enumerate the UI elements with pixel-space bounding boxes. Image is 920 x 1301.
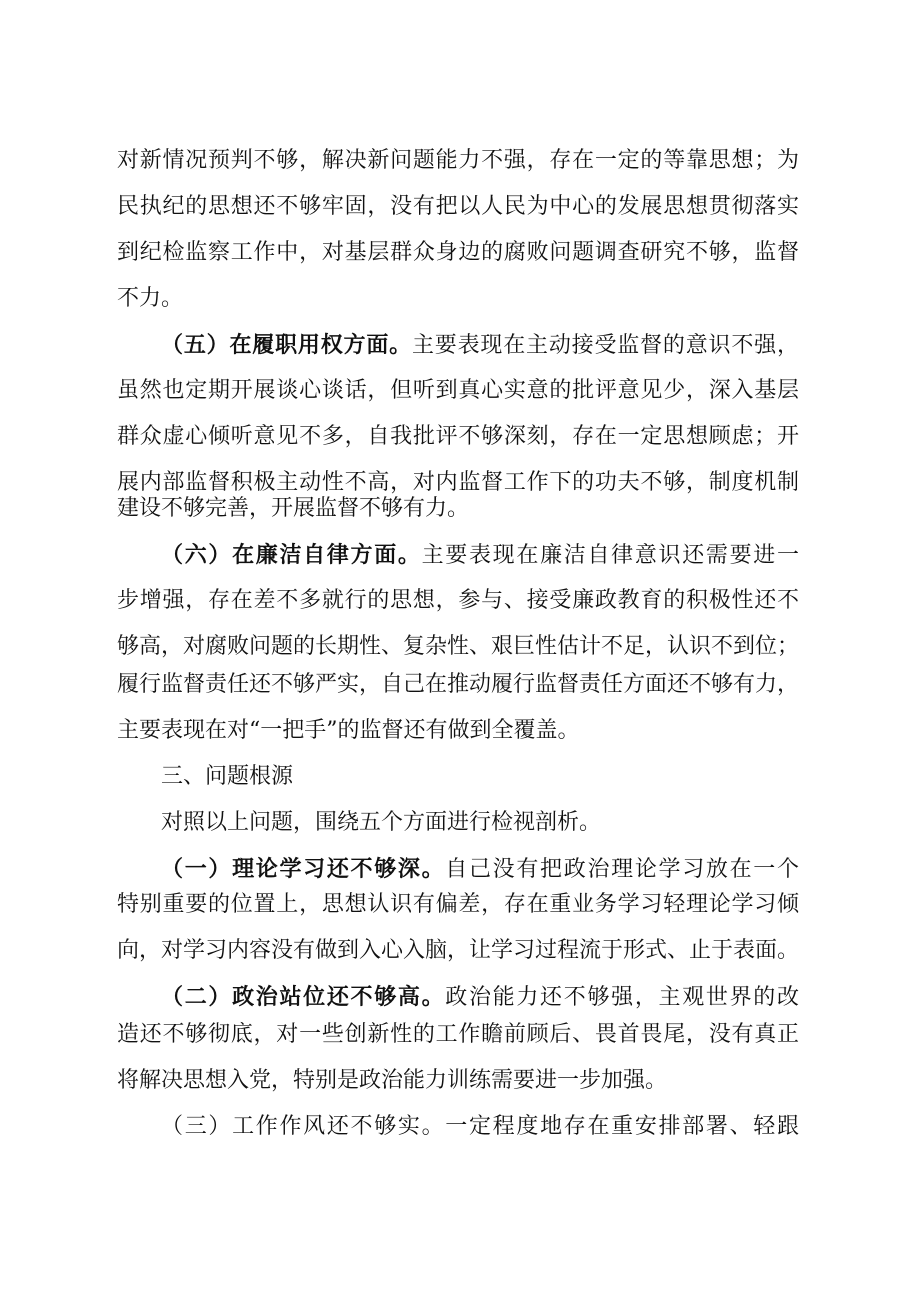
paragraph-line: 对新情况预判不够，解决新问题能力不强，存在一定的等靠思想；为 — [117, 148, 799, 173]
paragraph-line: 建设不够完善，开展监督不够有力。 — [117, 496, 470, 521]
paragraph-line: 造还不够彻底，对一些创新性的工作瞻前顾后、畏首畏尾，没有真正 — [117, 1022, 799, 1047]
paragraph-line: 民执纪的思想还不够牢固，没有把以人民为中心的发展思想贯彻落实 — [117, 194, 799, 219]
section-5-first-line — [161, 330, 799, 360]
root-2-first-line — [161, 982, 799, 1012]
paragraph-line: 向，对学习内容没有做到入心入脑，让学习过程流于形式、止于表面。 — [117, 938, 800, 963]
paragraph-line: 步增强，存在差不多就行的思想，参与、接受廉政教育的积极性还不 — [117, 588, 799, 613]
section-5-text: 主要表现在主动接受监督的意识不强， — [411, 333, 799, 358]
paragraph-line: 够高，对腐败问题的长期性、复杂性、艰巨性估计不足，认识不到位； — [117, 634, 800, 659]
section-5-heading: （五）在履职用权方面。 — [161, 332, 412, 358]
paragraph-line: 到纪检监察工作中，对基层群众身边的腐败问题调查研究不够，监督 — [117, 240, 799, 265]
paragraph-line: 特别重要的位置上，思想认识有偏差，存在重业务学习轻理论学习倾 — [117, 892, 799, 917]
paragraph-line: 主要表现在对“一把手”的监督还有做到全覆盖。 — [117, 718, 580, 743]
section-6-first-line — [161, 540, 799, 570]
section-6-heading: （六）在廉洁自律方面。 — [161, 542, 422, 568]
paragraph-line: 将解决思想入党，特别是政治能力训练需要进一步加强。 — [117, 1068, 668, 1093]
paragraph-line: 不力。 — [117, 286, 184, 311]
paragraph-line: 履行监督责任还不够严实，自己在推动履行监督责任方面还不够有力， — [117, 672, 800, 697]
section-heading-three: 三、问题根源 — [161, 764, 294, 789]
section-6-text: 主要表现在廉洁自律意识还需要进一 — [421, 543, 799, 568]
paragraph-line: 群众虚心倾听意见不多，自我批评不够深刻，存在一定思想顾虑；开 — [117, 424, 799, 449]
root-2-text: 政治能力还不够强，主观世界的改 — [445, 985, 799, 1010]
root-3-first-line: （三）工作作风还不够实。一定程度地存在重安排部署、轻跟 — [161, 1114, 799, 1139]
root-2-heading: （二）政治站位还不够高。 — [161, 984, 446, 1010]
paragraph-line: 虽然也定期开展谈心谈话，但听到真心实意的批评意见少，深入基层 — [117, 378, 799, 403]
root-1-text: 自己没有把政治理论学习放在一个 — [445, 857, 799, 882]
root-1-heading: （一）理论学习还不够深。 — [161, 856, 446, 882]
intro-paragraph: 对照以上问题，围绕五个方面进行检视剖析。 — [161, 810, 602, 835]
paragraph-line: 展内部监督积极主动性不高，对内监督工作下的功夫不够，制度机制 — [117, 470, 799, 495]
root-1-first-line — [161, 854, 799, 884]
